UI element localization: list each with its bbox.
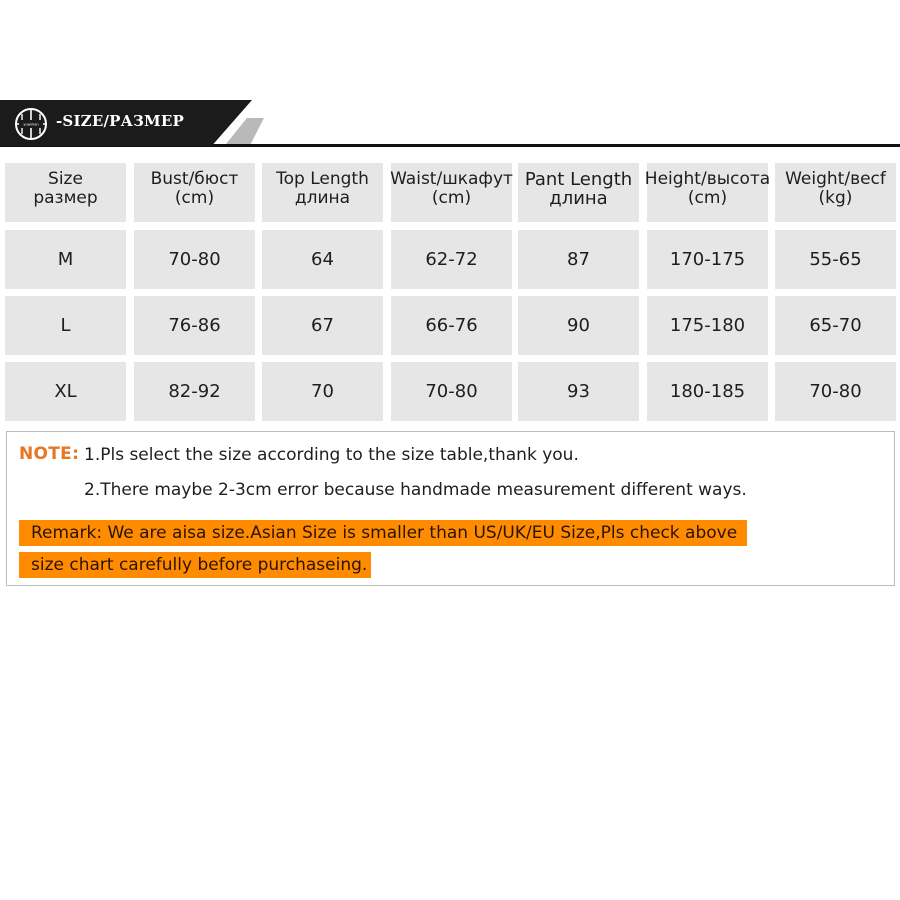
note-line-2: 2.There maybe 2-3cm error because handmade measurement different ways.	[84, 480, 747, 500]
cell-bust-xl: 82-92	[134, 362, 255, 421]
cell-pant-length-m: 87	[518, 230, 639, 289]
header-top-length: Top Length длина	[262, 163, 383, 222]
cell-height-l: 175-180	[647, 296, 768, 355]
remark-line-2: size chart carefully before purchaseing.	[19, 552, 371, 578]
cell-top-length-l: 67	[262, 296, 383, 355]
cell-size-xl: XL	[5, 362, 126, 421]
cell-bust-l: 76-86	[134, 296, 255, 355]
note-box	[6, 431, 895, 586]
cell-waist-l: 66-76	[391, 296, 512, 355]
logo-text: yuanlian	[23, 122, 39, 127]
header-weight: Weight/весf (kg)	[775, 163, 896, 222]
remark-line-1: Remark: We are aisa size.Asian Size is smaller than US/UK/EU Size,Pls check above	[19, 520, 747, 546]
cell-height-m: 170-175	[647, 230, 768, 289]
banner-title: -SIZE/РАЗМЕР	[56, 112, 184, 130]
cell-waist-xl: 70-80	[391, 362, 512, 421]
cell-pant-length-l: 90	[518, 296, 639, 355]
cell-weight-l: 65-70	[775, 296, 896, 355]
cell-height-xl: 180-185	[647, 362, 768, 421]
cell-waist-m: 62-72	[391, 230, 512, 289]
header-bust: Bust/бюст (cm)	[134, 163, 255, 222]
cell-top-length-m: 64	[262, 230, 383, 289]
cell-top-length-xl: 70	[262, 362, 383, 421]
cell-weight-m: 55-65	[775, 230, 896, 289]
header-pant-length: Pant Length длина	[518, 163, 639, 222]
note-line-1: 1.Pls select the size according to the size table,thank you.	[84, 445, 579, 465]
cell-size-m: M	[5, 230, 126, 289]
size-table	[0, 0, 900, 425]
header-height: Height/высота (cm)	[647, 163, 768, 222]
cell-weight-xl: 70-80	[775, 362, 896, 421]
header-waist: Waist/шкафут (cm)	[391, 163, 512, 222]
header-size: Size размер	[5, 163, 126, 222]
cell-size-l: L	[5, 296, 126, 355]
cell-pant-length-xl: 93	[518, 362, 639, 421]
note-label: NOTE:	[19, 444, 80, 464]
cell-bust-m: 70-80	[134, 230, 255, 289]
